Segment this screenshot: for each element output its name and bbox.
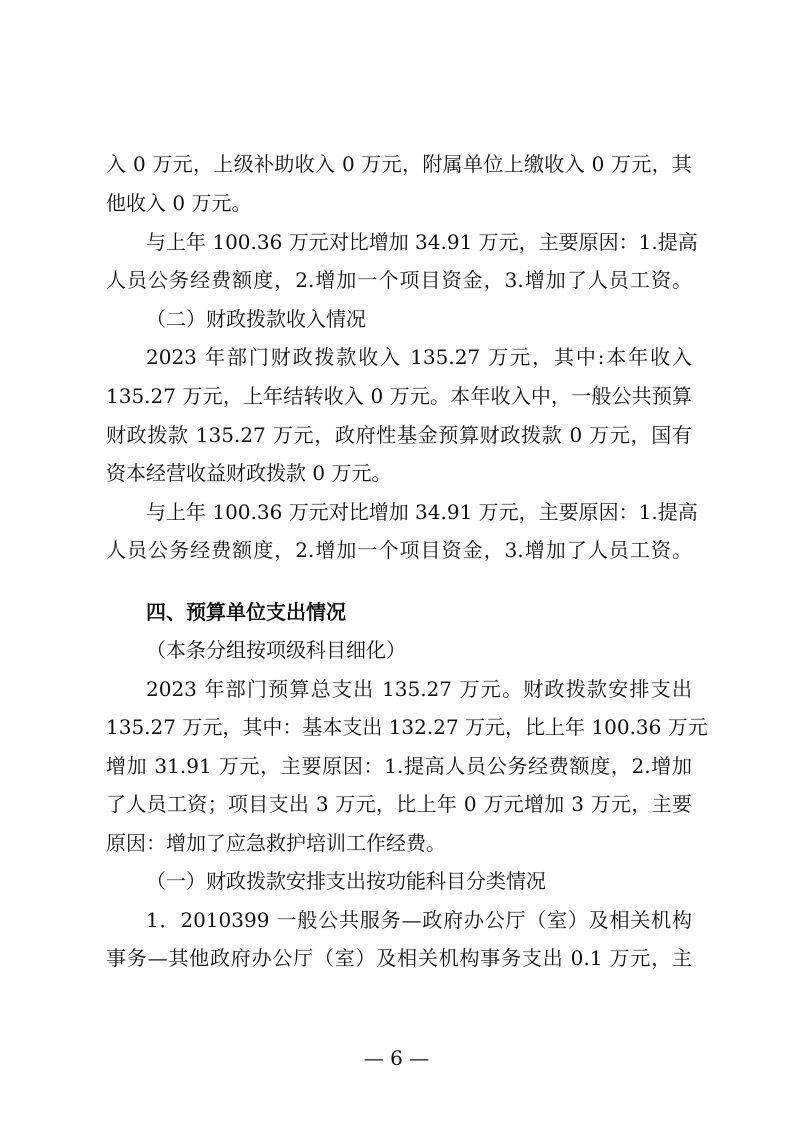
paragraph-line: 人员公务经费额度，2.增加一个项目资金，3.增加了人员工资。 xyxy=(106,268,692,292)
paragraph-line: 135.27 万元，上年结转收入 0 万元。本年收入中，一般公共预算 xyxy=(106,384,692,408)
paragraph-line: 原因：增加了应急救护培训工作经费。 xyxy=(106,831,446,855)
page-number: — 6 — xyxy=(363,1046,430,1070)
paragraph-line: 资本经营收益财政拨款 0 万元。 xyxy=(106,461,392,485)
paragraph-line: 入 0 万元，上级补助收入 0 万元，附属单位上缴收入 0 万元，其 xyxy=(106,152,692,176)
paragraph-line: 2023 年部门预算总支出 135.27 万元。财政拨款安排支出 xyxy=(146,677,692,701)
section-note: （本条分组按项级科目细化） xyxy=(146,638,406,662)
section-subheading: （一）财政拨款安排支出按功能科目分类情况 xyxy=(146,869,546,893)
paragraph-line: 与上年 100.36 万元对比增加 34.91 万元，主要原因：1.提高 xyxy=(146,230,698,254)
paragraph-line: 增加 31.91 万元，主要原因：1.提高人员公务经费额度，2.增加 xyxy=(106,754,692,778)
paragraph-line: 财政拨款 135.27 万元，政府性基金预算财政拨款 0 万元，国有 xyxy=(106,423,692,447)
paragraph-line: 与上年 100.36 万元对比增加 34.91 万元，主要原因：1.提高 xyxy=(146,500,698,524)
paragraph-line: 事务—其他政府办公厅（室）及相关机构事务支出 0.1 万元，主 xyxy=(106,946,692,970)
paragraph-line: 他收入 0 万元。 xyxy=(106,191,252,215)
paragraph-line: 1．2010399 一般公共服务—政府办公厅（室）及相关机构 xyxy=(146,908,692,932)
paragraph-line: 了人员工资；项目支出 3 万元，比上年 0 万元增加 3 万元，主要 xyxy=(106,792,692,816)
paragraph-line: 人员公务经费额度，2.增加一个项目资金，3.增加了人员工资。 xyxy=(106,538,692,562)
paragraph-line: 2023 年部门财政拨款收入 135.27 万元，其中:本年收入 xyxy=(146,345,692,369)
paragraph-line: 135.27 万元，其中：基本支出 132.27 万元，比上年 100.36 万元 xyxy=(106,715,708,739)
section-subheading: （二）财政拨款收入情况 xyxy=(146,307,366,331)
section-heading: 四、预算单位支出情况 xyxy=(146,600,346,624)
